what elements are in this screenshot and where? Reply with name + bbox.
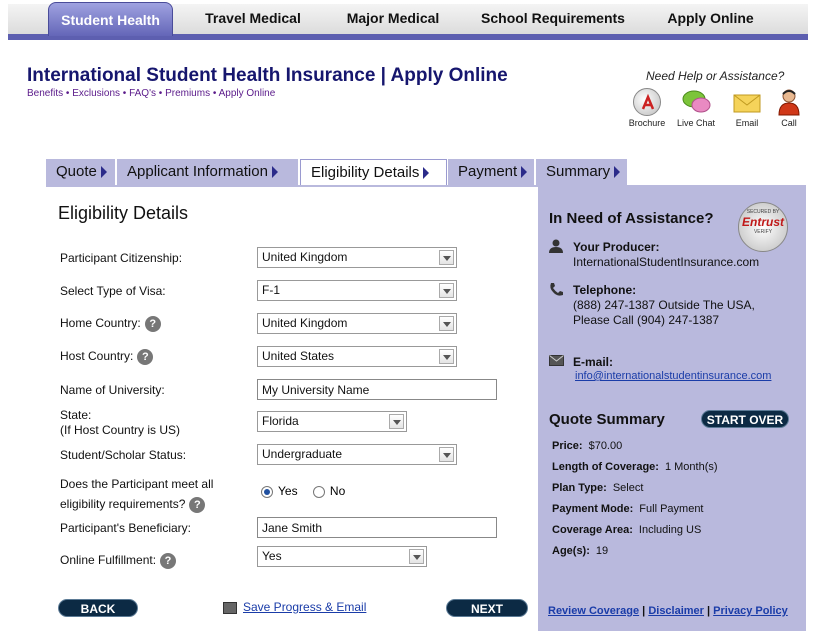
privacy-policy-link[interactable]: Privacy Policy xyxy=(713,605,788,617)
state-label xyxy=(60,408,180,438)
status-value: Undergraduate xyxy=(262,447,343,461)
step-payment[interactable] xyxy=(448,159,535,185)
chevron-down-icon xyxy=(389,414,404,429)
yes-label: Yes xyxy=(278,484,298,498)
link-faqs[interactable]: FAQ's xyxy=(129,88,156,99)
producer-value: InternationalStudentInsurance.com xyxy=(573,255,760,269)
home-country-label: Home Country: xyxy=(60,316,141,331)
telephone-line1: (888) 247-1387 Outside The USA, xyxy=(573,298,755,312)
quote-summary-title: Quote Summary xyxy=(549,411,665,428)
eligibility-label-line2: eligibility requirements? xyxy=(60,497,186,511)
email-block xyxy=(573,355,613,370)
no-label: No xyxy=(329,484,346,498)
step-quote[interactable] xyxy=(46,159,116,185)
arrow-right-icon xyxy=(614,166,620,178)
beneficiary-input[interactable] xyxy=(257,517,497,538)
live-chat-label: Live Chat xyxy=(676,118,716,128)
link-benefits[interactable]: Benefits xyxy=(27,88,64,99)
footer-separator: | xyxy=(642,605,646,617)
arrow-right-icon xyxy=(272,166,278,178)
summary-ages-value: 19 xyxy=(595,545,609,557)
home-country-value: United Kingdom xyxy=(262,316,348,330)
sidebar-footer-links xyxy=(548,605,788,617)
citizenship-value: United Kingdom xyxy=(262,250,348,264)
badge-top: SECURED BY xyxy=(746,209,780,215)
eligibility-label-line1: Does the Participant meet all xyxy=(60,477,214,491)
summary-price xyxy=(552,440,622,452)
nav-tab-student-health[interactable]: Student Health xyxy=(48,2,173,36)
eligibility-radio-group xyxy=(261,484,345,498)
help-text: Need Help or Assistance? xyxy=(646,69,785,83)
fulfillment-select[interactable] xyxy=(257,546,427,567)
live-chat-link[interactable] xyxy=(671,88,721,128)
status-select[interactable] xyxy=(257,444,457,465)
summary-plan xyxy=(552,482,643,494)
chevron-down-icon xyxy=(439,349,454,364)
user-icon xyxy=(549,239,563,253)
eligibility-label xyxy=(60,474,213,514)
help-question-icon[interactable]: ? xyxy=(145,316,161,332)
summary-plan-label: Plan Type: xyxy=(552,482,607,494)
email-icon xyxy=(733,88,761,116)
home-country-select[interactable] xyxy=(257,313,457,334)
progress-steps xyxy=(46,159,628,185)
start-over-button[interactable]: START OVER xyxy=(701,410,789,428)
save-progress-label: Save Progress & Email xyxy=(243,600,367,614)
phone-icon xyxy=(549,282,564,297)
state-label-text: State: xyxy=(60,408,92,422)
step-payment-label: Payment xyxy=(458,163,518,180)
summary-area xyxy=(552,524,701,536)
state-label-sub: (If Host Country is US) xyxy=(60,423,181,437)
summary-length-label: Length of Coverage: xyxy=(552,461,659,473)
step-eligibility-details[interactable] xyxy=(300,159,447,185)
host-country-select[interactable] xyxy=(257,346,457,367)
nav-tab-apply-online[interactable]: Apply Online xyxy=(667,10,754,26)
university-input[interactable] xyxy=(257,379,497,400)
chevron-down-icon xyxy=(439,447,454,462)
step-summary-label: Summary xyxy=(546,163,611,180)
beneficiary-label: Participant's Beneficiary: xyxy=(60,521,192,535)
chevron-down-icon xyxy=(439,283,454,298)
eligibility-yes-radio[interactable] xyxy=(261,486,273,498)
envelope-icon xyxy=(549,355,564,366)
citizenship-label: Participant Citizenship: xyxy=(60,251,183,265)
link-premiums[interactable]: Premiums xyxy=(165,88,211,99)
brochure-link[interactable] xyxy=(622,88,672,128)
sub-links: Benefits • Exclusions • FAQ's • Premiums • Apply Online xyxy=(27,88,276,99)
review-coverage-link[interactable]: Review Coverage xyxy=(548,605,640,617)
email-label: Email xyxy=(735,118,759,128)
summary-plan-value: Select xyxy=(612,482,644,494)
badge-bot: VERIFY xyxy=(753,229,773,235)
summary-ages xyxy=(552,545,608,557)
step-eligibility-label: Eligibility Details xyxy=(311,164,420,181)
summary-price-label: Price: xyxy=(552,440,583,452)
step-applicant-label: Applicant Information xyxy=(127,163,268,180)
host-country-label-row xyxy=(60,349,153,365)
summary-price-value: $70.00 xyxy=(588,440,623,452)
arrow-right-icon xyxy=(423,167,429,179)
email-address-link[interactable]: info@internationalstudentinsurance.com xyxy=(575,370,772,382)
summary-length-value: 1 Month(s) xyxy=(664,461,718,473)
link-apply-online[interactable]: Apply Online xyxy=(218,88,276,99)
producer-label: Your Producer: xyxy=(573,240,660,254)
summary-payment xyxy=(552,503,704,515)
host-country-value: United States xyxy=(262,349,335,363)
nav-tab-travel-medical[interactable]: Travel Medical xyxy=(205,10,301,26)
nav-tab-school-requirements[interactable]: School Requirements xyxy=(481,10,625,26)
brochure-label: Brochure xyxy=(628,118,666,128)
email-label-side: E-mail: xyxy=(573,355,614,369)
fulfillment-value: Yes xyxy=(262,549,282,563)
link-exclusions[interactable]: Exclusions xyxy=(72,88,121,99)
summary-payment-value: Full Payment xyxy=(639,503,704,515)
visa-value: F-1 xyxy=(262,283,280,297)
state-value: Florida xyxy=(262,414,299,428)
badge-mid: Entrust xyxy=(742,215,784,229)
summary-area-label: Coverage Area: xyxy=(552,524,633,536)
call-icon xyxy=(775,88,803,116)
back-button[interactable]: BACK xyxy=(58,599,138,617)
summary-payment-label: Payment Mode: xyxy=(552,503,634,515)
citizenship-select[interactable] xyxy=(257,247,457,268)
brochure-icon xyxy=(633,88,661,116)
disclaimer-link[interactable]: Disclaimer xyxy=(648,605,704,617)
step-quote-label: Quote xyxy=(56,163,97,180)
chevron-down-icon xyxy=(409,549,424,564)
visa-label: Select Type of Visa: xyxy=(60,284,166,298)
footer-separator: | xyxy=(707,605,711,617)
help-question-icon[interactable]: ? xyxy=(160,553,176,569)
help-question-icon[interactable]: ? xyxy=(137,349,153,365)
summary-area-value: Including US xyxy=(638,524,702,536)
state-select[interactable] xyxy=(257,411,407,432)
home-country-label-row xyxy=(60,316,161,332)
telephone-label: Telephone: xyxy=(573,283,637,297)
telephone-line2: Please Call (904) 247-1387 xyxy=(573,313,720,327)
page-title: International Student Health Insurance | Apply Online xyxy=(27,65,508,86)
help-question-icon[interactable]: ? xyxy=(189,497,205,513)
call-link[interactable] xyxy=(764,88,814,128)
arrow-right-icon xyxy=(101,166,107,178)
sidebar-title: In Need of Assistance? xyxy=(549,210,714,227)
host-country-label: Host Country: xyxy=(60,349,134,364)
visa-select[interactable] xyxy=(257,280,457,301)
step-applicant-information[interactable] xyxy=(117,159,299,185)
fulfillment-label: Online Fulfillment: xyxy=(60,553,157,568)
next-button[interactable]: NEXT xyxy=(446,599,528,617)
eligibility-no-radio[interactable] xyxy=(313,486,325,498)
summary-length xyxy=(552,461,718,473)
save-icon xyxy=(223,602,237,614)
chat-icon xyxy=(682,88,710,116)
nav-tab-major-medical[interactable]: Major Medical xyxy=(346,10,440,26)
producer-block xyxy=(573,240,759,270)
chevron-down-icon xyxy=(439,250,454,265)
university-label: Name of University: xyxy=(60,383,165,397)
top-navigation xyxy=(8,4,808,40)
form-title: Eligibility Details xyxy=(58,203,189,223)
chevron-down-icon xyxy=(439,316,454,331)
status-label: Student/Scholar Status: xyxy=(60,448,187,462)
summary-ages-label: Age(s): xyxy=(552,545,590,557)
arrow-right-icon xyxy=(521,166,527,178)
save-progress-link[interactable] xyxy=(223,600,366,614)
call-label: Call xyxy=(781,118,797,128)
telephone-block xyxy=(573,283,755,328)
fulfillment-label-row xyxy=(60,553,176,569)
step-summary[interactable] xyxy=(536,159,628,185)
assistance-sidebar xyxy=(538,187,806,631)
